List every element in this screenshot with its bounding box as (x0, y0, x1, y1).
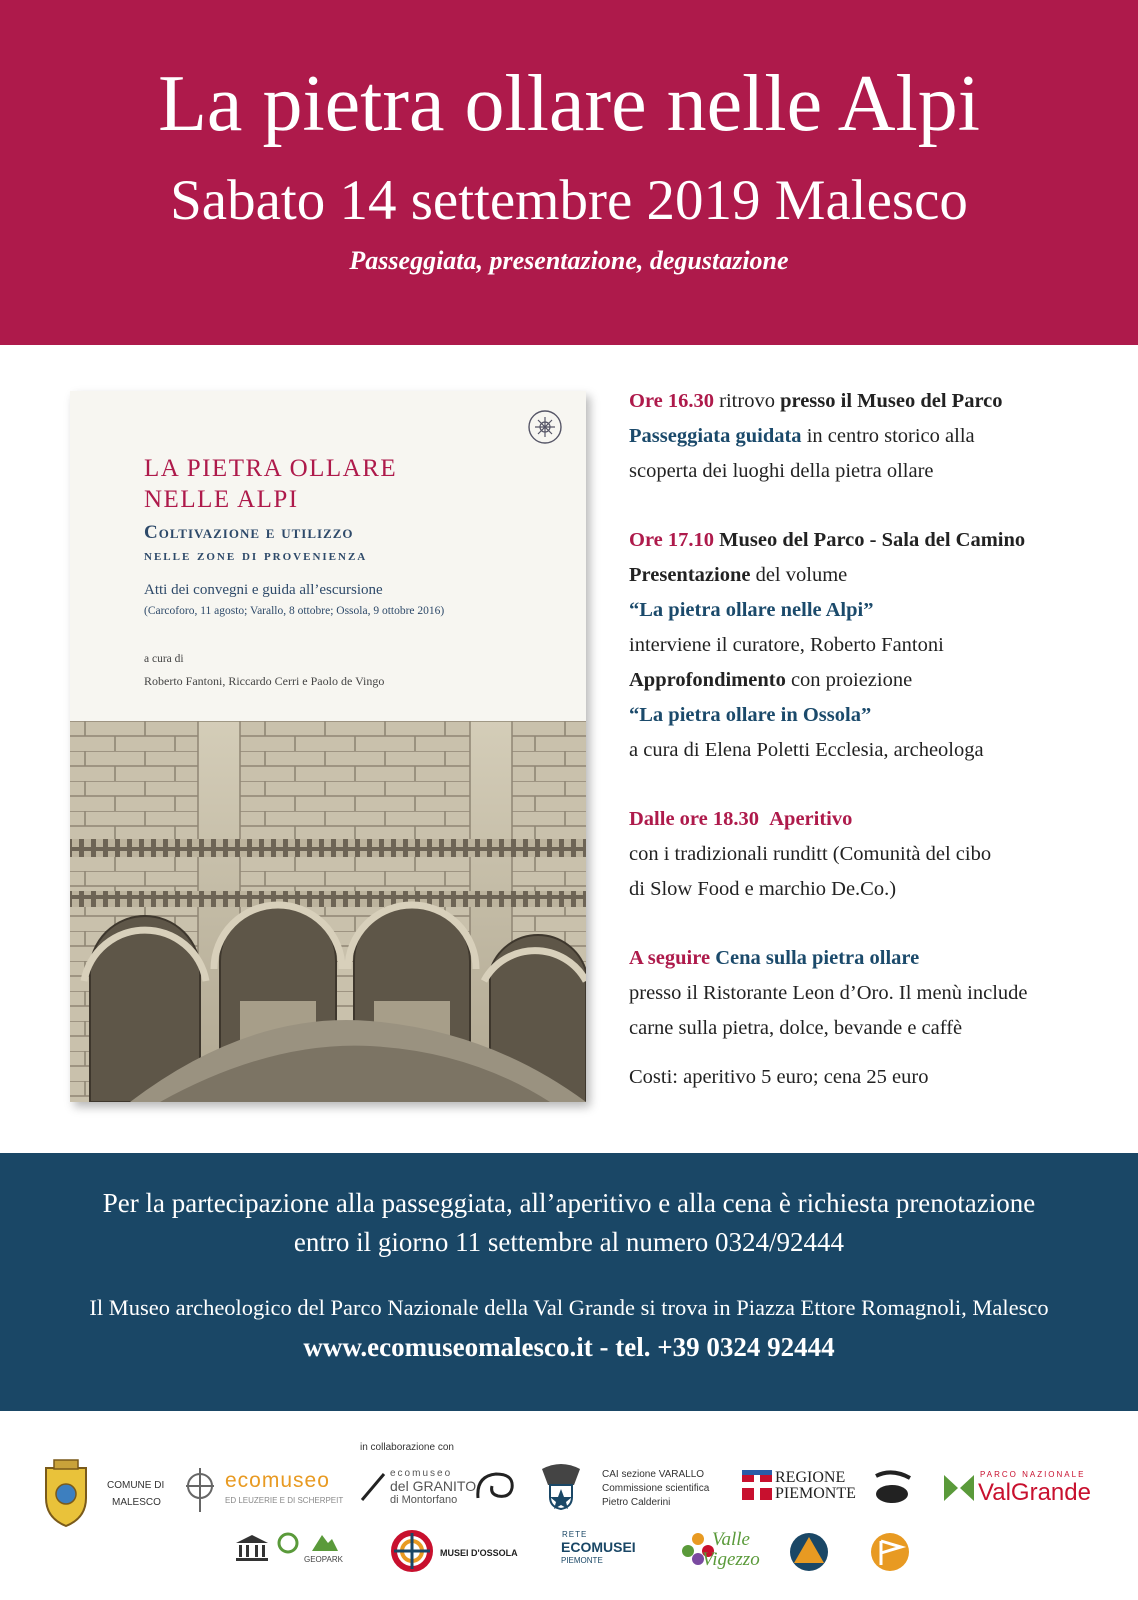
aperitif-label: Aperitivo (769, 808, 853, 830)
granito-label-2: del GRANITO (390, 1478, 477, 1494)
regione-label-1: REGIONE (775, 1469, 846, 1486)
presentation-place: Museo del Parco - Sala del Camino (714, 529, 1026, 551)
event-title: La pietra ollare nelle Alpi (158, 60, 980, 148)
program-text: carne sulla pietra, dolce, bevande e caffè (629, 1017, 963, 1039)
event-program (629, 384, 1129, 1095)
comune-label-1: COMUNE DI (107, 1480, 165, 1491)
musei-ossola-ring-icon (390, 1529, 434, 1573)
cai-label-1: CAI sezione VARALLO (602, 1469, 705, 1480)
valle-label-1: Valle (712, 1529, 750, 1550)
program-text: con i tradizionali runditt (Comunità del cibo (629, 843, 992, 865)
valle-label-2: Vigezzo (702, 1549, 760, 1570)
booking-deadline: entro il giorno 11 settembre al numero 0324/92444 (293, 1227, 845, 1257)
rete-label-1: RETE (562, 1530, 588, 1539)
parco-label-2: ValGrande (978, 1479, 1091, 1506)
romanesque-arches-photo (70, 721, 586, 1102)
program-text: presso il Ristorante Leon d’Oro. Il menù include (629, 982, 1028, 1004)
mab-leaf-icon (277, 1531, 299, 1555)
cai-label-3: Pietro Calderini (602, 1497, 671, 1508)
program-text: in centro storico alla (801, 425, 975, 447)
cai-label-2: Commissione scientifica (602, 1483, 710, 1494)
program-item-meeting (629, 384, 1129, 489)
publisher-emblem-icon (527, 409, 563, 445)
malesco-coat-of-arms-icon (40, 1458, 92, 1530)
book-editors: Roberto Fantoni, Riccardo Cerri e Paolo de Vingo (144, 674, 385, 688)
rete-label-3: PIEMONTE (561, 1556, 603, 1565)
presentation-label: Presentazione (629, 564, 751, 586)
meeting-place: presso il Museo del Parco (780, 390, 1003, 412)
program-text: ritrovo (714, 390, 781, 412)
granito-label-3: di Montorfano (390, 1494, 458, 1506)
museum-location: Il Museo archeologico del Parco Nazionale della Val Grande si trova in Piazza Ettore Romagnoli, Malesco (89, 1295, 1049, 1320)
program-item-dinner (629, 941, 1129, 1046)
in-depth-label: Approfondimento (629, 669, 786, 691)
program-item-aperitif (629, 802, 1129, 907)
regione-piemonte-flag-icon (742, 1470, 772, 1500)
comune-label-2: MALESCO (112, 1497, 161, 1508)
program-item-presentation (629, 523, 1129, 768)
booking-notice: Per la partecipazione alla passeggiata, all’aperitivo e alla cena è richiesta prenotazione (102, 1188, 1036, 1218)
granito-spiral-icon (472, 1466, 522, 1506)
time-1710: Ore 17.10 (629, 529, 715, 551)
accademia-pan-icon (870, 1466, 916, 1508)
musei-ossola-label: MUSEI D'OSSOLA (440, 1548, 518, 1558)
book-subtitle-line1: Coltivazione e utilizzo (144, 522, 354, 543)
program-text: di Slow Food e marchio De.Co.) (629, 878, 897, 900)
guided-walk-label: Passeggiata guidata (629, 425, 802, 447)
dinner-time: A seguire (629, 947, 711, 969)
geopark-label: GEOPARK (304, 1555, 343, 1564)
book-subtitle-line2: nelle zone di provenienza (144, 548, 368, 564)
booking-info-band (0, 1153, 1138, 1411)
ecomuseo-logo: ecomuseo (225, 1469, 330, 1492)
book-proceedings-detail: (Carcoforo, 11 agosto; Varallo, 8 ottobre; Ossola, 9 ottobre 2016) (144, 605, 445, 617)
cai-eagle-icon (538, 1461, 584, 1511)
geopark-mountain-icon (310, 1531, 340, 1553)
granito-chisel-icon (358, 1470, 388, 1504)
costs: Costi: aperitivo 5 euro; cena 25 euro (629, 1066, 929, 1088)
book-cover (70, 391, 586, 1102)
parco-label-1: PARCO NAZIONALE (980, 1470, 1086, 1479)
book-title-line1: LA PIETRA OLLARE (144, 455, 398, 482)
program-text: scoperta dei luoghi della pietra ollare (629, 460, 934, 482)
book-editors-label: a cura di (144, 653, 184, 665)
collaboration-label: in collaborazione con (360, 1442, 454, 1453)
civil-protection-icon (788, 1531, 830, 1573)
book-proceedings: Atti dei convegni e guida all’escursione (144, 582, 383, 598)
bandiera-arancione-icon (869, 1531, 911, 1573)
talk-title-quote: “La pietra ollare in Ossola” (629, 704, 872, 726)
time-1830: Dalle ore 18.30 (629, 808, 759, 830)
program-text: a cura di Elena Poletti Ecclesia, archeologa (629, 739, 984, 761)
book-title-quote: “La pietra ollare nelle Alpi” (629, 599, 874, 621)
granito-label-1: ecomuseo (390, 1468, 453, 1479)
valgrande-park-icon (944, 1473, 974, 1503)
program-text: del volume (750, 564, 848, 586)
program-text: interviene il curatore, Roberto Fantoni (629, 634, 944, 656)
event-tagline: Passeggiata, presentazione, degustazione (349, 246, 789, 275)
ecomuseo-subtitle: ED LEUZERIE E DI SCHERPEIT (225, 1496, 344, 1505)
rete-label-2: ECOMUSEI (561, 1539, 636, 1555)
header-banner (0, 0, 1138, 345)
book-title-line2: NELLE ALPI (144, 486, 299, 513)
unesco-temple-icon (232, 1533, 272, 1563)
event-date: Sabato 14 settembre 2019 Malesco (170, 169, 968, 232)
program-text: con proiezione (785, 669, 913, 691)
website-link[interactable]: www.ecomuseomalesco.it - tel. +39 0324 92444 (303, 1332, 835, 1362)
ecomuseo-cross-icon (183, 1466, 217, 1514)
dinner-label: Cena sulla pietra ollare (710, 947, 920, 969)
regione-label-2: PIEMONTE (775, 1485, 856, 1502)
time-1630: Ore 16.30 (629, 390, 715, 412)
